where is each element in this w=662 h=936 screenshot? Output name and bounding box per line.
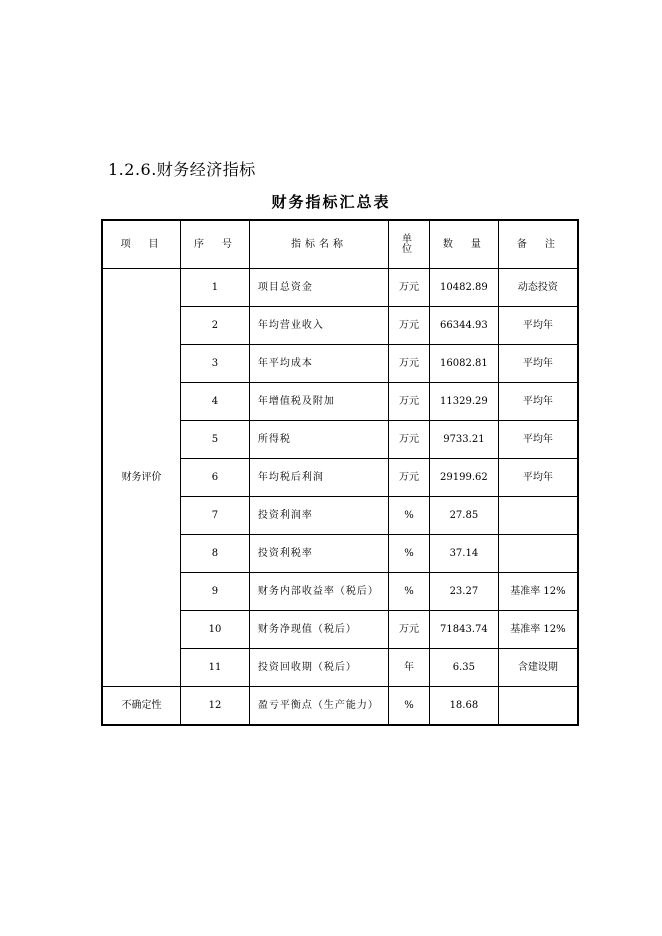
unit-cell: 年 <box>389 649 430 687</box>
indicator-name: 财务内部收益率（税后） <box>249 573 388 611</box>
indicator-name: 所得税 <box>249 421 388 459</box>
header-indicator-name: 指标名称 <box>249 220 388 269</box>
indicator-name: 年均营业收入 <box>249 307 388 345</box>
remark-cell: 平均年 <box>498 307 578 345</box>
table-header-row <box>102 220 578 269</box>
indicator-name: 年平均成本 <box>249 345 388 383</box>
row-number: 8 <box>181 535 250 573</box>
header-item: 项 目 <box>102 220 181 269</box>
quantity-cell: 29199.62 <box>429 459 498 497</box>
remark-cell: 动态投资 <box>498 269 578 307</box>
unit-cell: 万元 <box>389 307 430 345</box>
remark-cell: 含建设期 <box>498 649 578 687</box>
row-number: 3 <box>181 345 250 383</box>
indicator-name: 财务净现值（税后） <box>249 611 388 649</box>
header-remark: 备 注 <box>498 220 578 269</box>
indicator-name: 投资利润率 <box>249 497 388 535</box>
quantity-cell: 11329.29 <box>429 383 498 421</box>
quantity-cell: 66344.93 <box>429 307 498 345</box>
row-number: 4 <box>181 383 250 421</box>
remark-cell: 平均年 <box>498 421 578 459</box>
unit-cell: 万元 <box>389 345 430 383</box>
unit-cell: % <box>389 687 430 726</box>
section-heading: 1.2.6.财务经济指标 <box>108 160 256 179</box>
indicator-name: 年均税后利润 <box>249 459 388 497</box>
indicator-name: 投资回收期（税后） <box>249 649 388 687</box>
unit-cell: 万元 <box>389 383 430 421</box>
row-number: 12 <box>181 687 250 726</box>
quantity-cell: 23.27 <box>429 573 498 611</box>
remark-cell <box>498 497 578 535</box>
quantity-cell: 37.14 <box>429 535 498 573</box>
remark-cell <box>498 687 578 726</box>
unit-cell: 万元 <box>389 421 430 459</box>
financial-summary-table <box>101 219 579 726</box>
header-unit: 单 位 <box>389 220 430 269</box>
row-number: 6 <box>181 459 250 497</box>
remark-cell <box>498 535 578 573</box>
unit-cell: 万元 <box>389 459 430 497</box>
header-number: 序 号 <box>181 220 250 269</box>
quantity-cell: 18.68 <box>429 687 498 726</box>
table-row <box>102 687 578 726</box>
quantity-cell: 9733.21 <box>429 421 498 459</box>
row-number: 7 <box>181 497 250 535</box>
group-label: 财务评价 <box>102 269 181 687</box>
quantity-cell: 10482.89 <box>429 269 498 307</box>
unit-cell: 万元 <box>389 611 430 649</box>
quantity-cell: 16082.81 <box>429 345 498 383</box>
quantity-cell: 27.85 <box>429 497 498 535</box>
table-title: 财务指标汇总表 <box>271 193 391 211</box>
remark-cell: 基准率 12% <box>498 573 578 611</box>
remark-cell: 平均年 <box>498 345 578 383</box>
quantity-cell: 71843.74 <box>429 611 498 649</box>
unit-cell: % <box>389 535 430 573</box>
row-number: 10 <box>181 611 250 649</box>
row-number: 2 <box>181 307 250 345</box>
indicator-name: 盈亏平衡点（生产能力） <box>249 687 388 726</box>
table-row <box>102 269 578 307</box>
indicator-name: 项目总资金 <box>249 269 388 307</box>
remark-cell: 平均年 <box>498 383 578 421</box>
unit-cell: 万元 <box>389 269 430 307</box>
unit-cell: % <box>389 497 430 535</box>
indicator-name: 年增值税及附加 <box>249 383 388 421</box>
header-quantity: 数 量 <box>429 220 498 269</box>
remark-cell: 平均年 <box>498 459 578 497</box>
quantity-cell: 6.35 <box>429 649 498 687</box>
row-number: 1 <box>181 269 250 307</box>
remark-cell: 基准率 12% <box>498 611 578 649</box>
row-number: 9 <box>181 573 250 611</box>
unit-cell: % <box>389 573 430 611</box>
row-number: 5 <box>181 421 250 459</box>
indicator-name: 投资利税率 <box>249 535 388 573</box>
row-number: 11 <box>181 649 250 687</box>
group-label: 不确定性 <box>102 687 181 726</box>
